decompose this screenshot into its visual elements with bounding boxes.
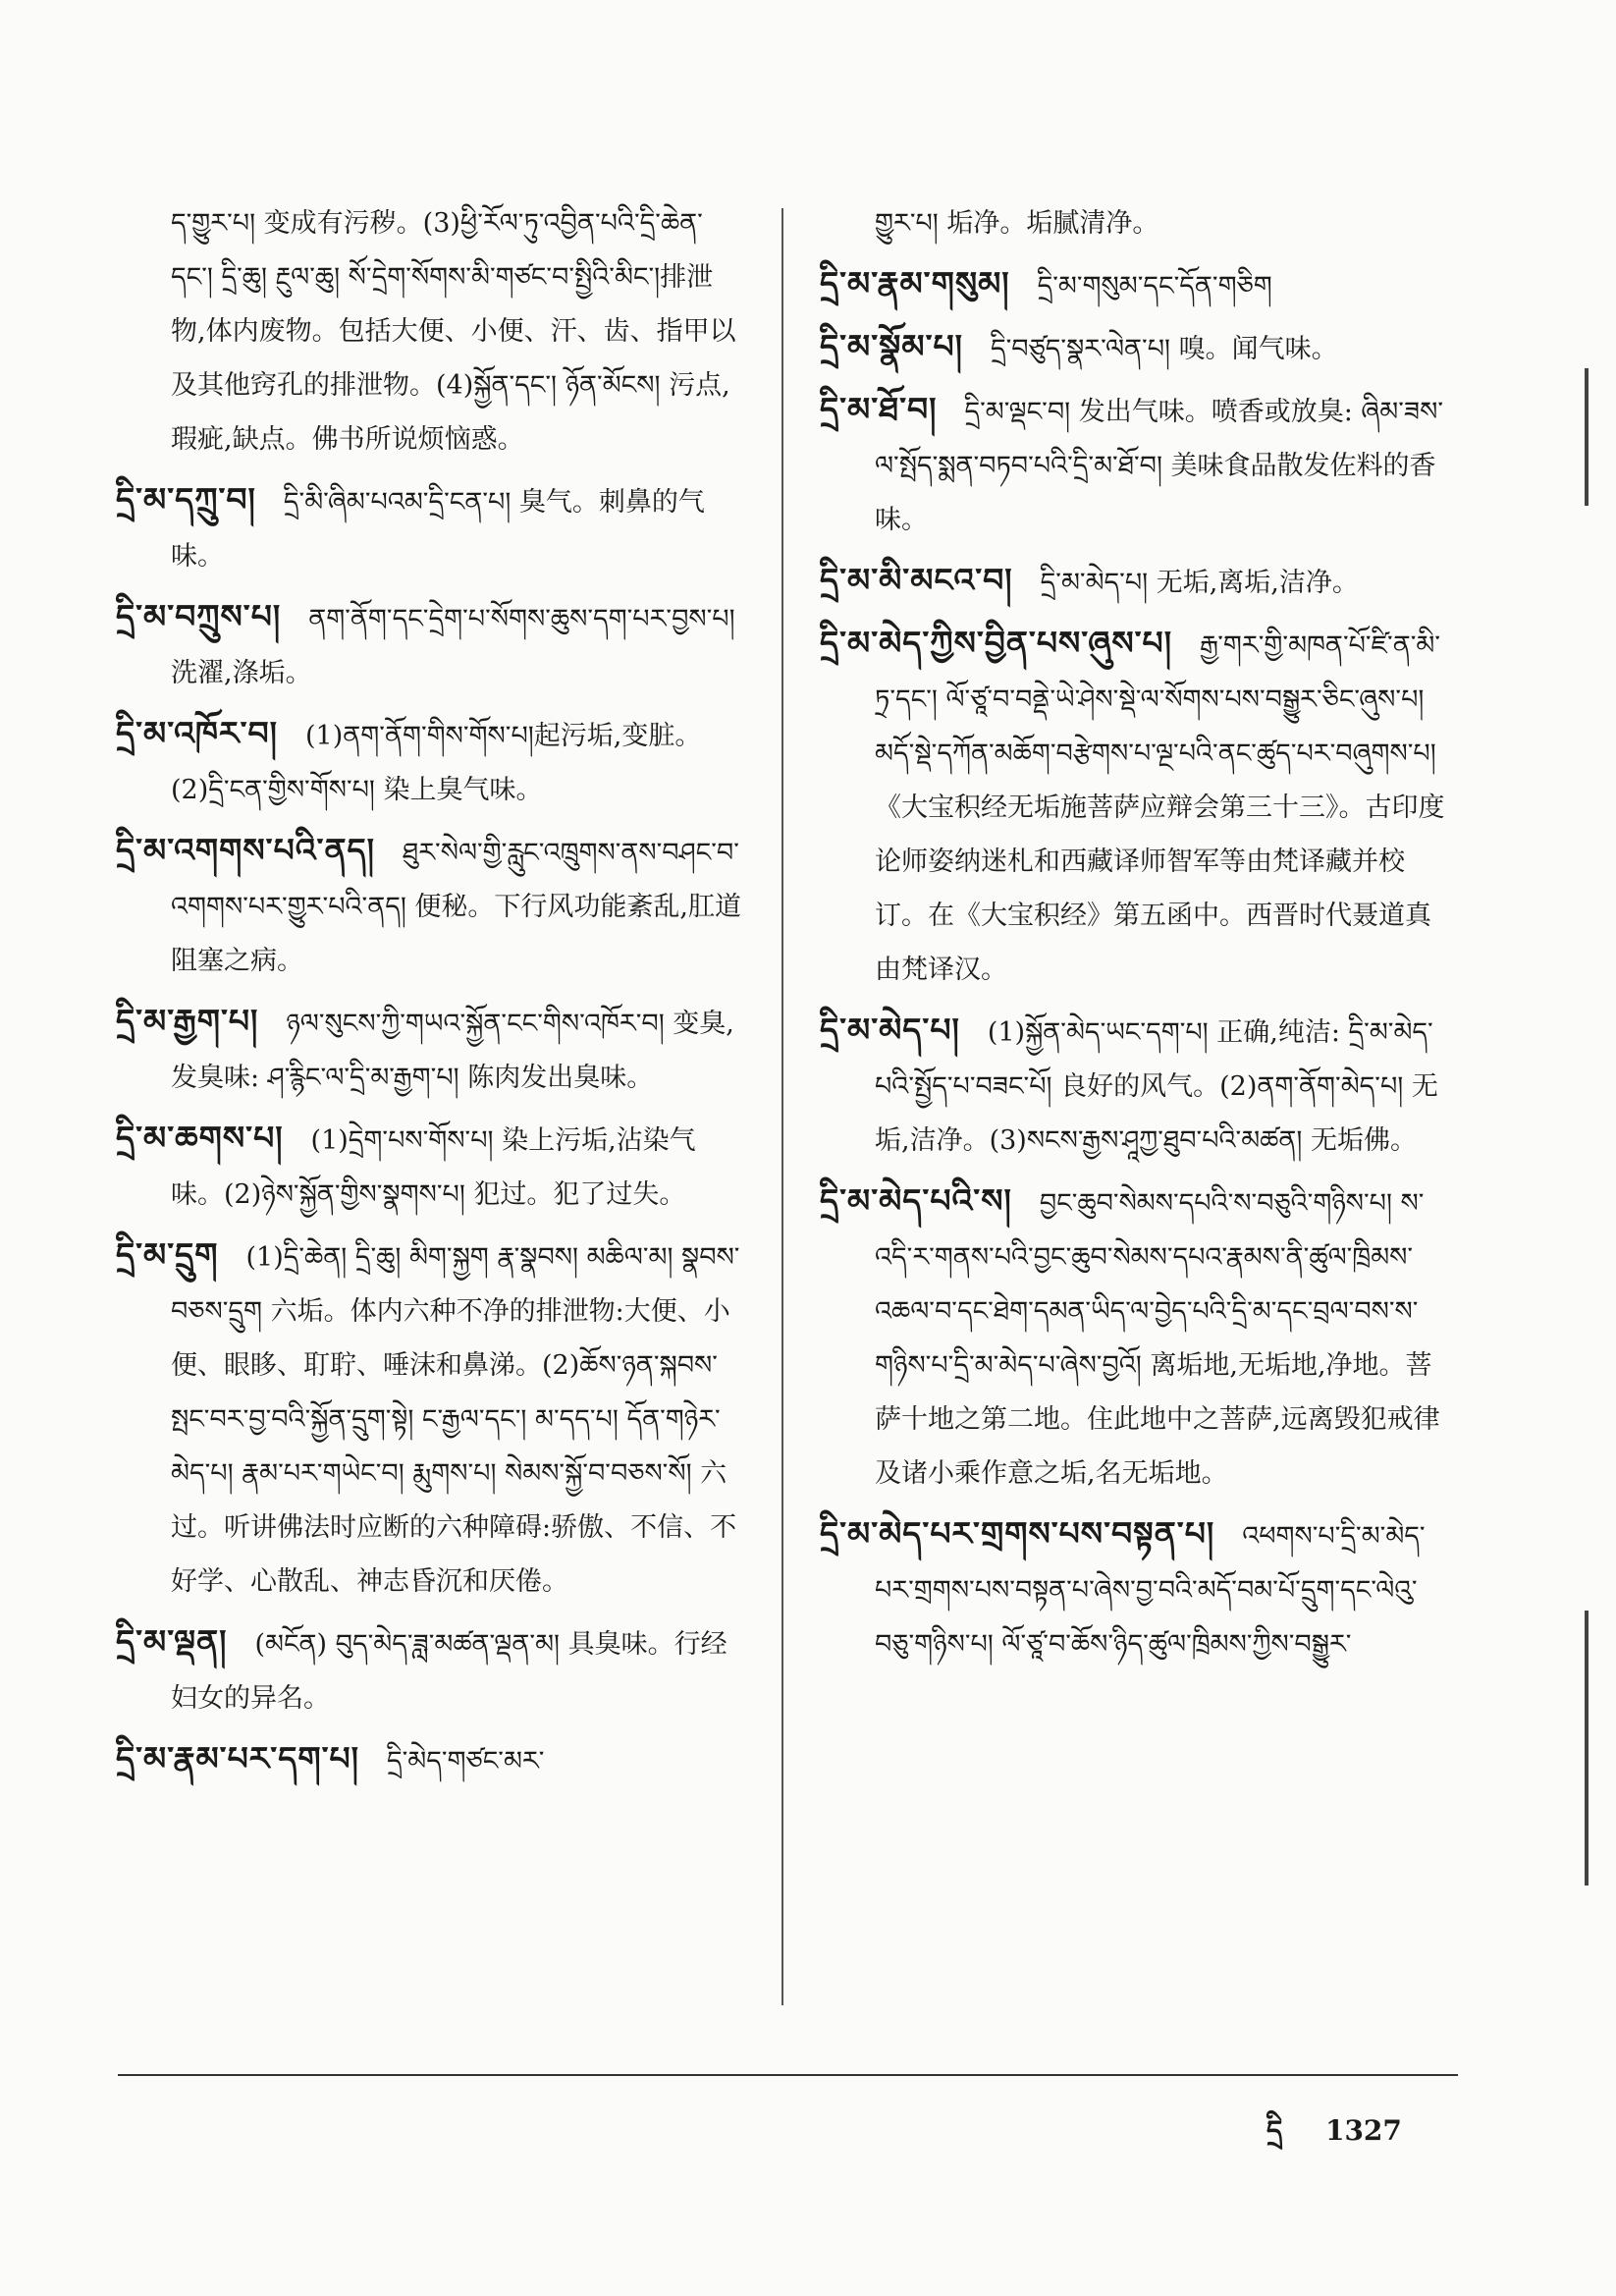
left-column — [116, 196, 744, 1794]
dictionary-entry — [820, 1506, 1448, 1671]
entry-definition: དྲི་མི་ཞིམ་པའམ་དྲི་ངན་པ། 臭气。刺鼻的气味。 — [171, 487, 705, 572]
dictionary-entry — [116, 823, 744, 988]
dictionary-entry — [820, 319, 1448, 376]
page-number: 1327 — [1324, 2114, 1402, 2147]
entry-headword: དྲི་མ་བཀྲུས་པ། — [116, 597, 282, 635]
right-column — [820, 196, 1448, 1677]
dictionary-entry — [116, 472, 744, 583]
entry-definition: དྲི་མེད་གཙང་མར་ — [386, 1746, 545, 1777]
entry-definition: བྱང་ཆུབ་སེམས་དཔའི་ས་བཅུའི་གཉིས་པ། ས་འདི་ར་གནས་པའི་བྱང་ཆུབ་སེམས་དཔའ་རྣམས་ནི་ཚུལ་ཁྲིམས་འཆལ་བ་དང་ཐེག་དམན་ཡིད་ལ་བྱེད་པའི་དྲི་མ་དང་བྲལ་བས་ས་གཉིས་པ་དྲི་མ་མེད་པ་ཞེས་བྱའོ། 离垢地,无垢地,净地。菩萨十地之第二地。住此地中之菩萨,远离毁犯戒律及诸小乘作意之垢,名无垢地。 — [875, 1188, 1440, 1489]
entry-definition: (1)ནག་ནོག་གིས་གོས་པ།起污垢,变脏。(2)དྲི་ངན་གྱིས་གོས་པ། 染上臭气味。 — [171, 721, 702, 805]
running-head: དྲི — [1266, 2114, 1283, 2147]
entry-definition: (མངོན) བུད་མེད་ཟླ་མཚན་ལྡན་མ། 具臭味。行经妇女的异名。 — [171, 1629, 727, 1714]
entry-definition: གྱུར་པ། 垢净。垢腻清净。 — [875, 208, 1159, 239]
entry-headword: དྲི་མ་སྣོམ་པ། — [820, 327, 963, 365]
entry-definition: དྲི་བཙུད་སྣར་ལེན་པ། 嗅。闻气味。 — [990, 334, 1338, 364]
dictionary-entry — [116, 706, 744, 817]
page-footer — [1266, 2100, 1402, 2177]
entry-definition: (1)དྲེག་པས་གོས་པ། 染上污垢,沾染气味。(2)ཉེས་སྐྱོན་གྱིས་སྣགས་པ། 犯过。犯了过失。 — [171, 1125, 696, 1210]
entry-headword: དྲི་མ་ཆགས་པ། — [116, 1119, 284, 1157]
dictionary-entry — [116, 196, 744, 466]
dictionary-entry — [820, 196, 1448, 250]
dictionary-entry — [116, 1228, 744, 1609]
dictionary-entry — [116, 589, 744, 700]
dictionary-entry — [820, 616, 1448, 997]
entry-headword: དྲི་མ་མེད་པ། — [820, 1011, 960, 1049]
dictionary-entry — [820, 256, 1448, 313]
entry-headword: དྲི་མ་དཀྲུ་བ། — [116, 480, 256, 519]
entry-definition: དྲི་མ་གསུམ་དང་དོན་གཅིག — [1037, 271, 1272, 301]
column-divider — [781, 208, 783, 2005]
dictionary-entry — [820, 553, 1448, 610]
entry-definition: ཉལ་སུངས་ཀྱི་གཡའ་སྐྱོན་ངང་གིས་འཁོར་བ། 变臭,发臭味: ཤ་རྙིང་ལ་དྲི་མ་རྒྱག་པ། 陈肉发出臭味。 — [171, 1009, 734, 1093]
entry-definition: ད་གྱུར་པ། 变成有污秽。(3)ཕྱི་རོལ་ཏུ་འབྱིན་པའི་དྲི་ཆེན་དང་། དྲི་ཆུ། རྔུལ་ཆུ། སོ་དྲེག་སོགས་མི་གཙང་བ་སྤྱིའི་མིང་།排泄物,体内废物。包括大便、小便、汗、齿、指甲以及其他窍孔的排泄物。(4)སྐྱོན་དང་། ཉོན་མོངས། 污点,瑕疵,缺点。佛书所说烦恼惑。 — [171, 208, 736, 455]
margin-mark — [1585, 1611, 1589, 1886]
dictionary-entry — [820, 1174, 1448, 1501]
dictionary-entry — [820, 382, 1448, 547]
entry-headword: དྲི་མ་འགགས་པའི་ནད། — [116, 831, 375, 869]
entry-definition: དྲི་མ་ལྡང་བ། 发出气味。喷香或放臭: ཞིམ་ཟས་ལ་སྤོད་སྨན་བཏབ་པའི་དྲི་མ་ཐོ་བ། 美味食品散发佐料的香味。 — [875, 397, 1443, 535]
entry-headword: དྲི་མ་རྣམ་གསུམ། — [820, 264, 1010, 302]
dictionary-entry — [116, 1614, 744, 1725]
entry-headword: དྲི་མ་མེད་ཀྱིས་བྱིན་པས་ཞུས་པ། — [820, 624, 1173, 662]
entry-headword: དྲི་མ་ལྡན། — [116, 1622, 228, 1661]
entry-headword: དྲི་མ་ཐོ་བ། — [820, 390, 938, 428]
entry-headword: དྲི་མ་འཁོར་བ། — [116, 714, 279, 752]
entry-definition: འཕགས་པ་དྲི་མ་མེད་པར་གྲགས་པས་བསྟན་པ་ཞེས་བྱ་བའི་མདོ་བམ་པོ་དྲུག་དང་ལེའུ་བཅུ་གཉིས་པ། ལོ་ཙཱ་བ་ཆོས་ཉིད་ཚུལ་ཁྲིམས་ཀྱིས་བསྒྱུར་ — [875, 1521, 1426, 1660]
entry-headword: དྲི་མ་མེད་པར་གྲགས་པས་བསྟན་པ། — [820, 1514, 1215, 1553]
entry-definition: དྲི་མ་མེད་པ། 无垢,离垢,洁净。 — [1040, 568, 1359, 598]
entry-definition: ནག་ནོག་དང་དྲེག་པ་སོགས་ཆུས་དག་པར་བྱས་པ། 洗濯,涤垢。 — [171, 604, 735, 688]
entry-definition: (1)དྲི་ཆེན། དྲི་ཆུ། མིག་སྐྱག རྣ་སྣབས། མཆིལ་མ། སྣབས་བཅས་དྲུག 六垢。体内六种不净的排泄物:大便、小便、眼眵、耵聍、唾沫和鼻涕。(2)ཆོས་ཉན་སྐབས་སྤང་བར་བྱ་བའི་སྐྱོན་དྲུག་སྟེ། ང་རྒྱལ་དང་། མ་དད་པ། དོན་གཉེར་མེད་པ། རྣམ་པར་གཡེང་བ། རྨུགས་པ། སེམས་སྐྱོ་བ་བཅས་སོ། 六过。听讲佛法时应断的六种障碍:骄傲、不信、不好学、心散乱、神志昏沉和厌倦。 — [171, 1242, 740, 1597]
margin-mark — [1585, 368, 1589, 506]
entry-definition: རྒྱ་གར་གྱི་མཁན་པོ་ཛི་ན་མི་ཏྲ་དང་། ལོ་ཙཱ་བ་བནྡེ་ཡེ་ཤེས་སྡེ་ལ་སོགས་པས་བསྒྱུར་ཅིང་ཞུས་པ། མདོ་སྡེ་དཀོན་མཆོག་བརྩེགས་པ་ལྔ་པའི་ནང་ཚུད་པར་བཞུགས་པ། 《大宝积经无垢施菩萨应辩会第三十三》。古印度论师姿纳迷札和西藏译师智军等由梵译藏并校订。在《大宝积经》第五函中。西晋时代聂道真由梵译汉。 — [875, 630, 1445, 985]
footer-rule — [118, 2074, 1458, 2076]
entry-definition: (1)སྐྱོན་མེད་ཡང་དག་པ། 正确,纯洁: དྲི་མ་མེད་པའི་སྤྱོད་པ་བཟང་པོ། 良好的风气。(2)ནག་ནོག་མེད་པ། 无垢,洁净。(3)སངས་རྒྱས་ཤཱཀྱ་ཐུབ་པའི་མཚན། 无垢佛。 — [875, 1017, 1438, 1156]
entry-headword: དྲི་མ་མི་མངའ་བ། — [820, 561, 1013, 599]
dictionary-entry — [116, 994, 744, 1105]
dictionary-entry — [116, 1731, 744, 1788]
dictionary-entry — [116, 1111, 744, 1222]
entry-headword: དྲི་མ་མེད་པའི་ས། — [820, 1181, 1012, 1220]
dictionary-entry — [820, 1003, 1448, 1168]
entry-headword: དྲི་མ་རྒྱག་པ། — [116, 1002, 259, 1040]
entry-definition: ཐུར་སེལ་གྱི་རླུང་འཁྲུགས་ནས་བཤང་བ་འགགས་པར་གྱུར་པའི་ནད། 便秘。下行风功能紊乱,肛道阻塞之病。 — [171, 838, 742, 976]
entry-headword: དྲི་མ་རྣམ་པར་དག་པ། — [116, 1739, 359, 1777]
entry-headword: དྲི་མ་དྲུག — [116, 1235, 219, 1274]
